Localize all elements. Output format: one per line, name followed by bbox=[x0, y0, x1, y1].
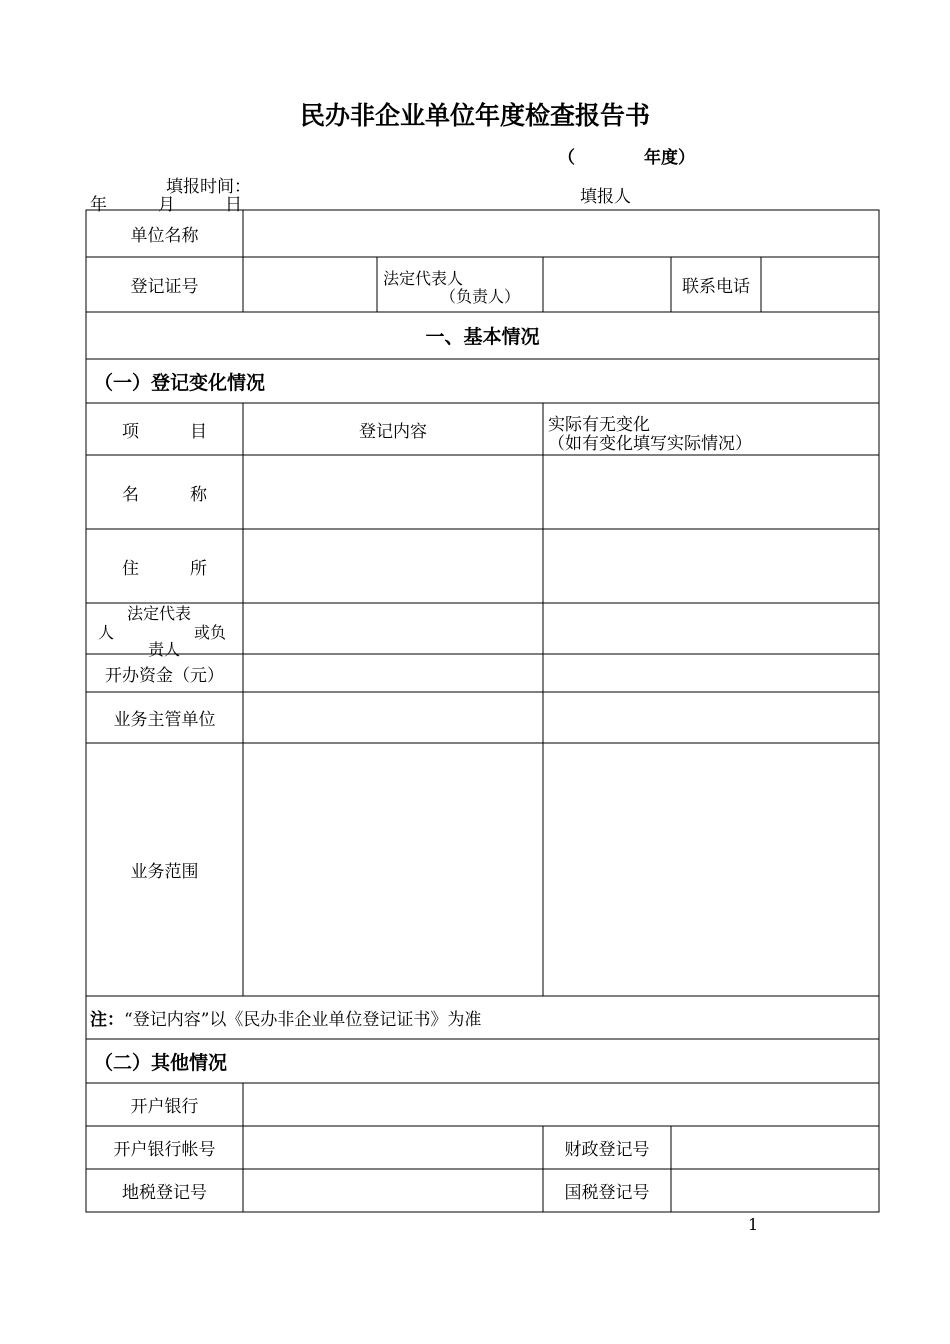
item-legal-rep-line1: 法定代表 bbox=[127, 604, 192, 623]
col-content-header: 登记内容 bbox=[359, 421, 427, 442]
scope-content-field[interactable] bbox=[244, 744, 542, 995]
unit-name-field[interactable] bbox=[244, 211, 878, 256]
legal-rep-label-line2: （负责人） bbox=[440, 287, 521, 306]
bank-field[interactable] bbox=[244, 1084, 878, 1125]
local-tax-field[interactable] bbox=[244, 1170, 542, 1211]
fill-time-label: 填报时间： bbox=[166, 177, 251, 197]
item-scope-label: 业务范围 bbox=[130, 862, 199, 882]
subsection-other-info: （二）其他情况 bbox=[94, 1051, 228, 1074]
reg-no-label: 登记证号 bbox=[130, 277, 199, 297]
item-name-label: 名 称 bbox=[122, 484, 207, 505]
page-title: 民办非企业单位年度检查报告书 bbox=[299, 101, 650, 130]
registration-note bbox=[86, 996, 879, 1039]
col-item-header: 项 目 bbox=[122, 421, 207, 442]
section-basic-info-title: 一、基本情况 bbox=[425, 326, 540, 348]
item-legal-rep-line3: 责人 bbox=[148, 640, 181, 659]
item-capital-label: 开办资金（元） bbox=[105, 665, 224, 686]
date-month-label: 月 bbox=[158, 195, 175, 215]
item-legal-rep-line2a: 人 bbox=[98, 623, 115, 642]
local-tax-label: 地税登记号 bbox=[122, 1183, 207, 1203]
national-tax-label: 国税登记号 bbox=[564, 1183, 650, 1203]
name-content-field[interactable] bbox=[244, 456, 542, 528]
item-address-label: 住 所 bbox=[122, 558, 207, 579]
item-legal-rep-line2b: 或负 bbox=[194, 623, 227, 642]
scope-change-field[interactable] bbox=[544, 744, 878, 995]
name-change-field[interactable] bbox=[544, 456, 878, 528]
filler-label: 填报人 bbox=[580, 187, 631, 207]
item-supervisor-label: 业务主管单位 bbox=[113, 710, 216, 730]
legal-rep-field[interactable] bbox=[544, 258, 670, 311]
phone-label: 联系电话 bbox=[682, 277, 750, 297]
supervisor-change-field[interactable] bbox=[544, 693, 878, 742]
col-change-header-line2: （如有变化填写实际情况） bbox=[548, 434, 752, 454]
unit-name-label: 单位名称 bbox=[130, 226, 199, 246]
note-prefix: 注： bbox=[90, 1010, 124, 1030]
year-label: 年度） bbox=[644, 148, 695, 168]
page-number: 1 bbox=[748, 1215, 759, 1234]
subsection-registration-changes: （一）登记变化情况 bbox=[94, 371, 266, 394]
finance-reg-field[interactable] bbox=[672, 1127, 878, 1168]
supervisor-content-field[interactable] bbox=[244, 693, 542, 742]
col-change-header-line1: 实际有无变化 bbox=[548, 415, 650, 435]
finance-reg-label: 财政登记号 bbox=[564, 1140, 650, 1160]
year-open-paren: （ bbox=[558, 148, 575, 168]
reg-no-field[interactable] bbox=[244, 258, 376, 311]
bank-label: 开户银行 bbox=[130, 1097, 199, 1117]
date-day-label: 日 bbox=[225, 195, 242, 215]
legal-rep-change-field[interactable] bbox=[544, 604, 878, 653]
phone-field[interactable] bbox=[762, 258, 878, 311]
date-year-label: 年 bbox=[90, 195, 107, 215]
legal-rep-content-field[interactable] bbox=[244, 604, 542, 653]
capital-change-field[interactable] bbox=[544, 655, 878, 691]
address-content-field[interactable] bbox=[244, 530, 542, 602]
capital-content-field[interactable] bbox=[244, 655, 542, 691]
bank-account-label: 开户银行帐号 bbox=[113, 1140, 216, 1160]
bank-account-field[interactable] bbox=[244, 1127, 542, 1168]
national-tax-field[interactable] bbox=[672, 1170, 878, 1211]
legal-rep-label-line1: 法定代表人 bbox=[383, 269, 464, 288]
note-text: “登记内容”以《民办非企业单位登记证书》为准 bbox=[124, 1010, 482, 1030]
address-change-field[interactable] bbox=[544, 530, 878, 602]
